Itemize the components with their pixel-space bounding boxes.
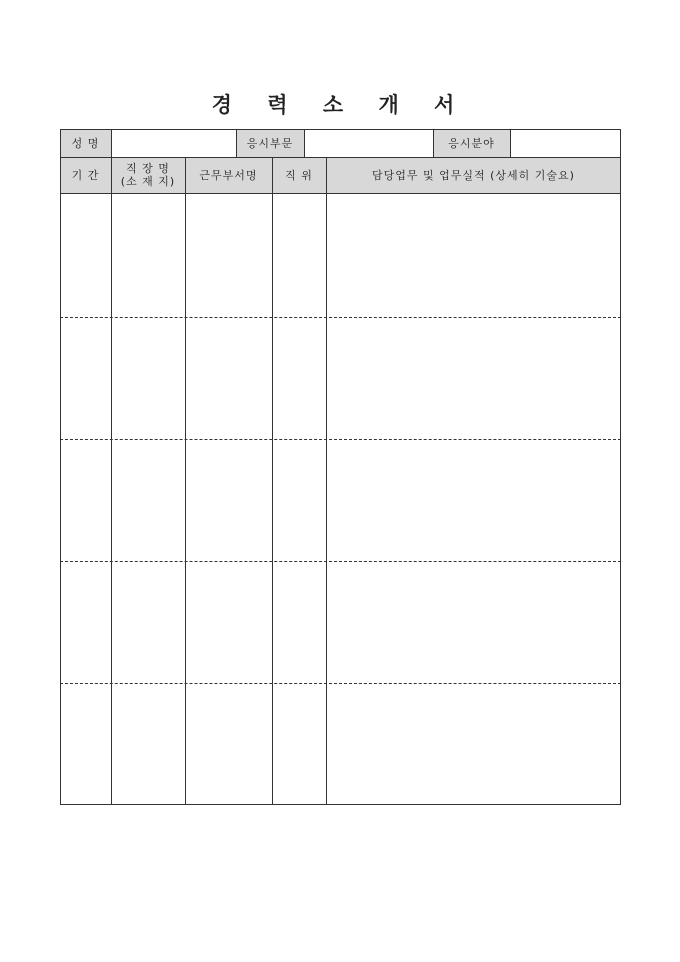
column-divider (326, 157, 327, 805)
row1-divider (510, 129, 511, 157)
column-divider (111, 129, 112, 805)
row1-divider (236, 129, 237, 157)
dept-field[interactable] (304, 129, 433, 157)
duties-header: 담당업무 및 업무실적 (상세히 기술요) (372, 168, 575, 182)
table-right-border (620, 129, 621, 805)
period-header: 기 간 (71, 168, 100, 182)
entry-row-3[interactable] (60, 439, 621, 561)
field-label: 응시분야 (448, 136, 495, 150)
entry-row-1[interactable] (60, 193, 621, 317)
row1-bottom-border (60, 157, 621, 158)
row-divider (60, 683, 621, 684)
row-divider (60, 561, 621, 562)
row1-divider (304, 129, 305, 157)
name-label: 성 명 (71, 136, 100, 150)
row-divider (60, 317, 621, 318)
entry-row-4[interactable] (60, 561, 621, 683)
dept-label: 응시부문 (246, 136, 294, 150)
column-divider (185, 157, 186, 805)
department-header: 근무부서명 (199, 168, 258, 182)
position-header: 직 위 (285, 168, 313, 182)
table-bottom-border (60, 804, 621, 805)
column-divider (272, 157, 273, 805)
company-header-line1: 직 장 명 (126, 162, 170, 175)
company-header (111, 157, 185, 193)
field-field[interactable] (510, 129, 621, 157)
entry-row-2[interactable] (60, 317, 621, 439)
header-bottom-border (60, 193, 621, 194)
career-table (60, 129, 621, 805)
company-header-line2: (소 재 지) (120, 175, 176, 188)
name-field[interactable] (111, 129, 236, 157)
row1-divider (433, 129, 434, 157)
page-title: 경 력 소 개 서 (211, 92, 469, 117)
table-left-border (60, 129, 61, 805)
table-top-border (60, 129, 621, 130)
entry-row-5[interactable] (60, 683, 621, 805)
row-divider (60, 439, 621, 440)
